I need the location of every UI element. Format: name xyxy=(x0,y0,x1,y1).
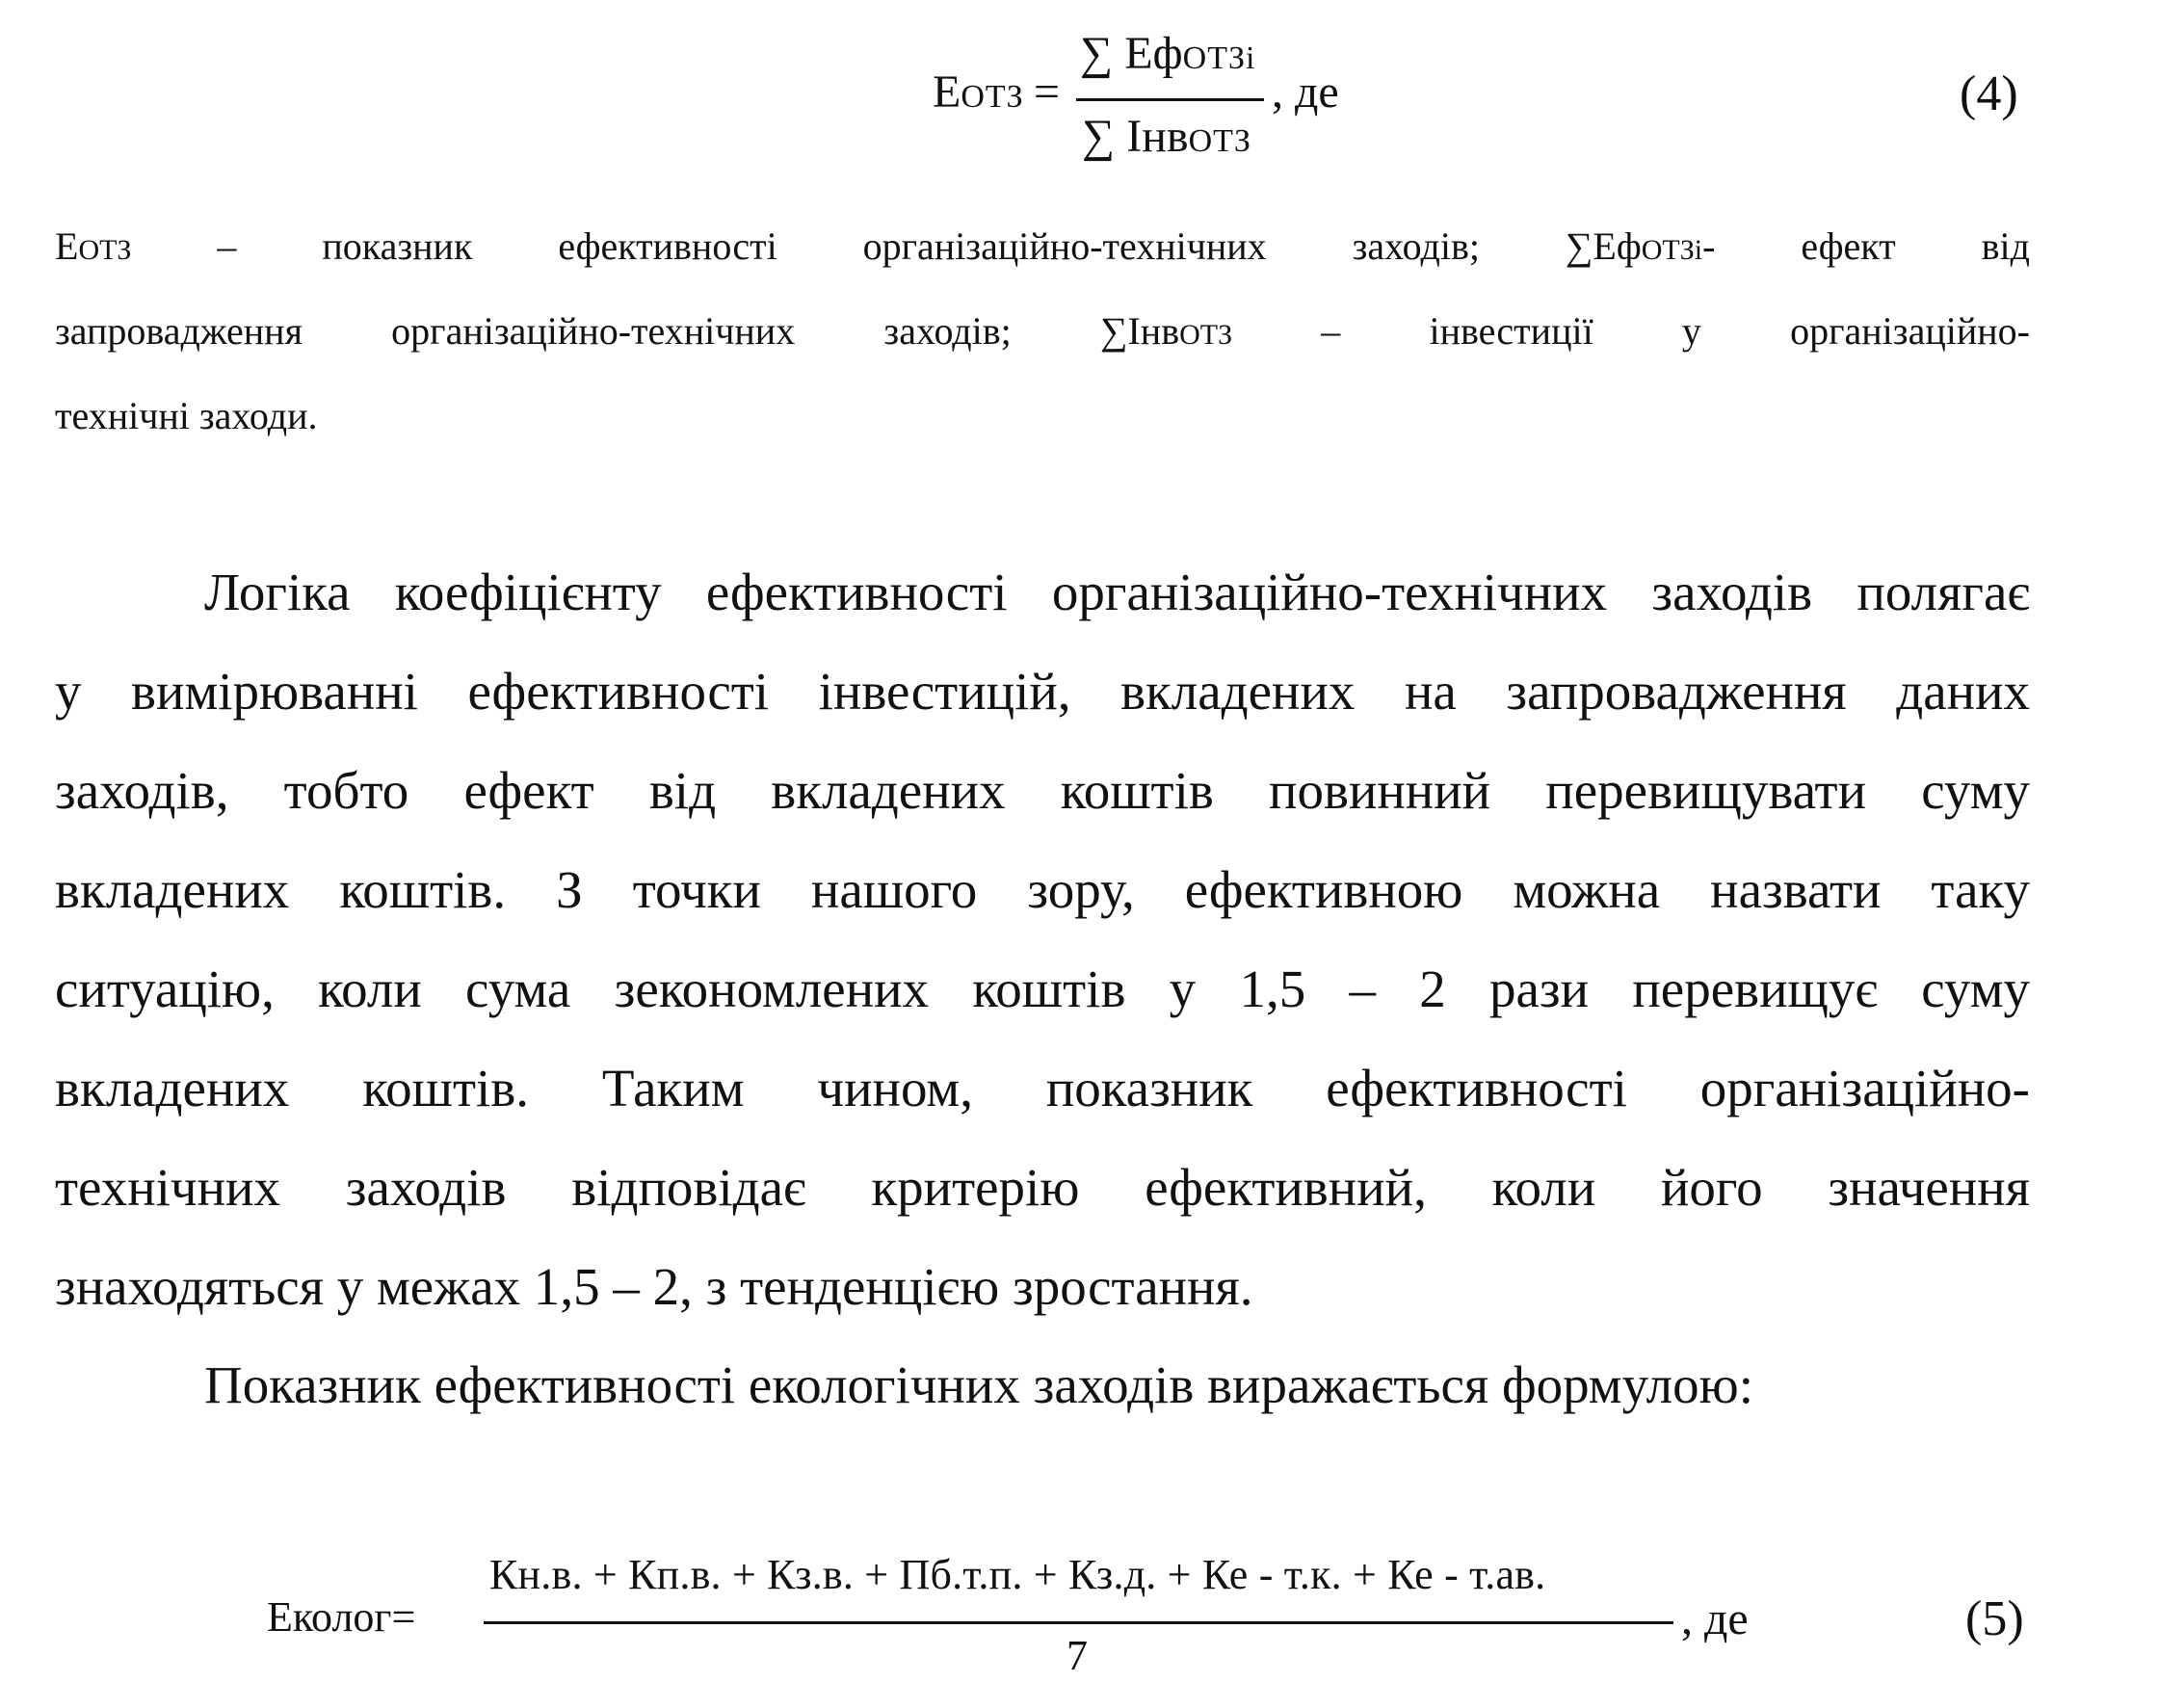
formula-5-lhs-text: Еколог xyxy=(267,1593,392,1641)
legend-line-1 xyxy=(55,204,2030,289)
paragraph-line: знаходяться у межах 1,5 – 2, з тенденцією зростання. xyxy=(55,1257,1253,1316)
legend-term-main: Е xyxy=(55,224,79,268)
legend-term-sub: ОТЗ xyxy=(1179,319,1233,351)
formula-4-denominator-sigma: ∑ xyxy=(1082,111,1116,162)
legend-text: запровадження організаційно-технічних заходів; ∑Інв xyxy=(55,309,1180,353)
paragraph-line: технічних заходів відповідає критерію ефективний, коли його значення xyxy=(55,1158,2030,1217)
legend-line-3: технічні заходи. xyxy=(55,394,318,437)
formula-4-numerator-main: Еф xyxy=(1124,28,1183,79)
legend-text: – інвестиції у організаційно- xyxy=(1232,309,2030,353)
paragraph-line: ситуацію, коли сума зекономлених коштів у 1,5 – 2 рази перевищує суму xyxy=(55,959,2030,1018)
legend-line-2 xyxy=(55,289,2030,374)
body-paragraph xyxy=(55,554,2030,1348)
legend-term-sub: ОТЗ xyxy=(78,234,132,266)
formula-5-number: (5) xyxy=(1965,1591,2024,1646)
formula-5-numerator: Кн.в. + Кп.в. + Кз.в. + Пб.т.п. + Кз.д. + Ке - т.к. + Ке - т.ав. xyxy=(489,1551,1546,1598)
formula-4-suffix: , де xyxy=(1272,66,1339,118)
paragraph-line: у вимірюванні ефективності інвестицій, вкладених на запровадження даних xyxy=(55,662,2030,721)
formula-4-equals: = xyxy=(1034,66,1061,118)
formula-intro-paragraph: Показник ефективності екологічних заходів виражається формулою: xyxy=(204,1355,1753,1414)
formula-4-numerator-sub: ОТЗi xyxy=(1182,40,1256,76)
legend-text: - ефект від xyxy=(1702,224,2030,268)
paragraph-line: вкладених коштів. З точки нашого зору, ефективною можна назвати таку xyxy=(55,860,2030,919)
legend-term-sub: ОТЗі xyxy=(1641,234,1703,266)
formula-4 xyxy=(0,27,2159,171)
formula-4-numerator-sigma: ∑ xyxy=(1080,28,1114,79)
formula-5-fraction-bar xyxy=(484,1621,1673,1624)
paragraph-line: вкладених коштів. Таким чином, показник ефективності організаційно- xyxy=(55,1059,2030,1117)
formula-4-denominator-sub: ОТЗ xyxy=(1188,123,1251,159)
formula-5-lhs xyxy=(267,1593,416,1641)
formula-4-fraction-bar xyxy=(1076,98,1264,101)
formula-5 xyxy=(0,1546,2159,1691)
formula-5-equals: = xyxy=(391,1593,416,1641)
formula-4-denominator xyxy=(1082,111,1251,162)
formula-4-lhs-main: Е xyxy=(933,66,961,118)
formula-4-lhs-sub: ОТЗ xyxy=(961,79,1024,115)
legend-text: – показник ефективності організаційно-технічних заходів; ∑Еф xyxy=(131,224,1642,268)
paragraph-line: заходів, тобто ефект від вкладених коштів повинний перевищувати суму xyxy=(55,761,2030,820)
formula-5-fraction xyxy=(484,1546,1673,1691)
paragraph-line: Логіка коефіцієнту ефективності організаційно-технічних заходів полягає xyxy=(204,563,2030,621)
formula-5-denominator: 7 xyxy=(1066,1632,1088,1679)
formula-4-numerator xyxy=(1080,28,1256,79)
formula-4-fraction xyxy=(1076,27,1264,162)
formula-5-suffix: , де xyxy=(1681,1593,1749,1644)
formula-4-legend xyxy=(55,204,2030,459)
formula-4-number: (4) xyxy=(1960,66,2018,121)
formula-4-lhs xyxy=(933,66,1024,118)
formula-4-denominator-main: Інв xyxy=(1126,111,1189,162)
